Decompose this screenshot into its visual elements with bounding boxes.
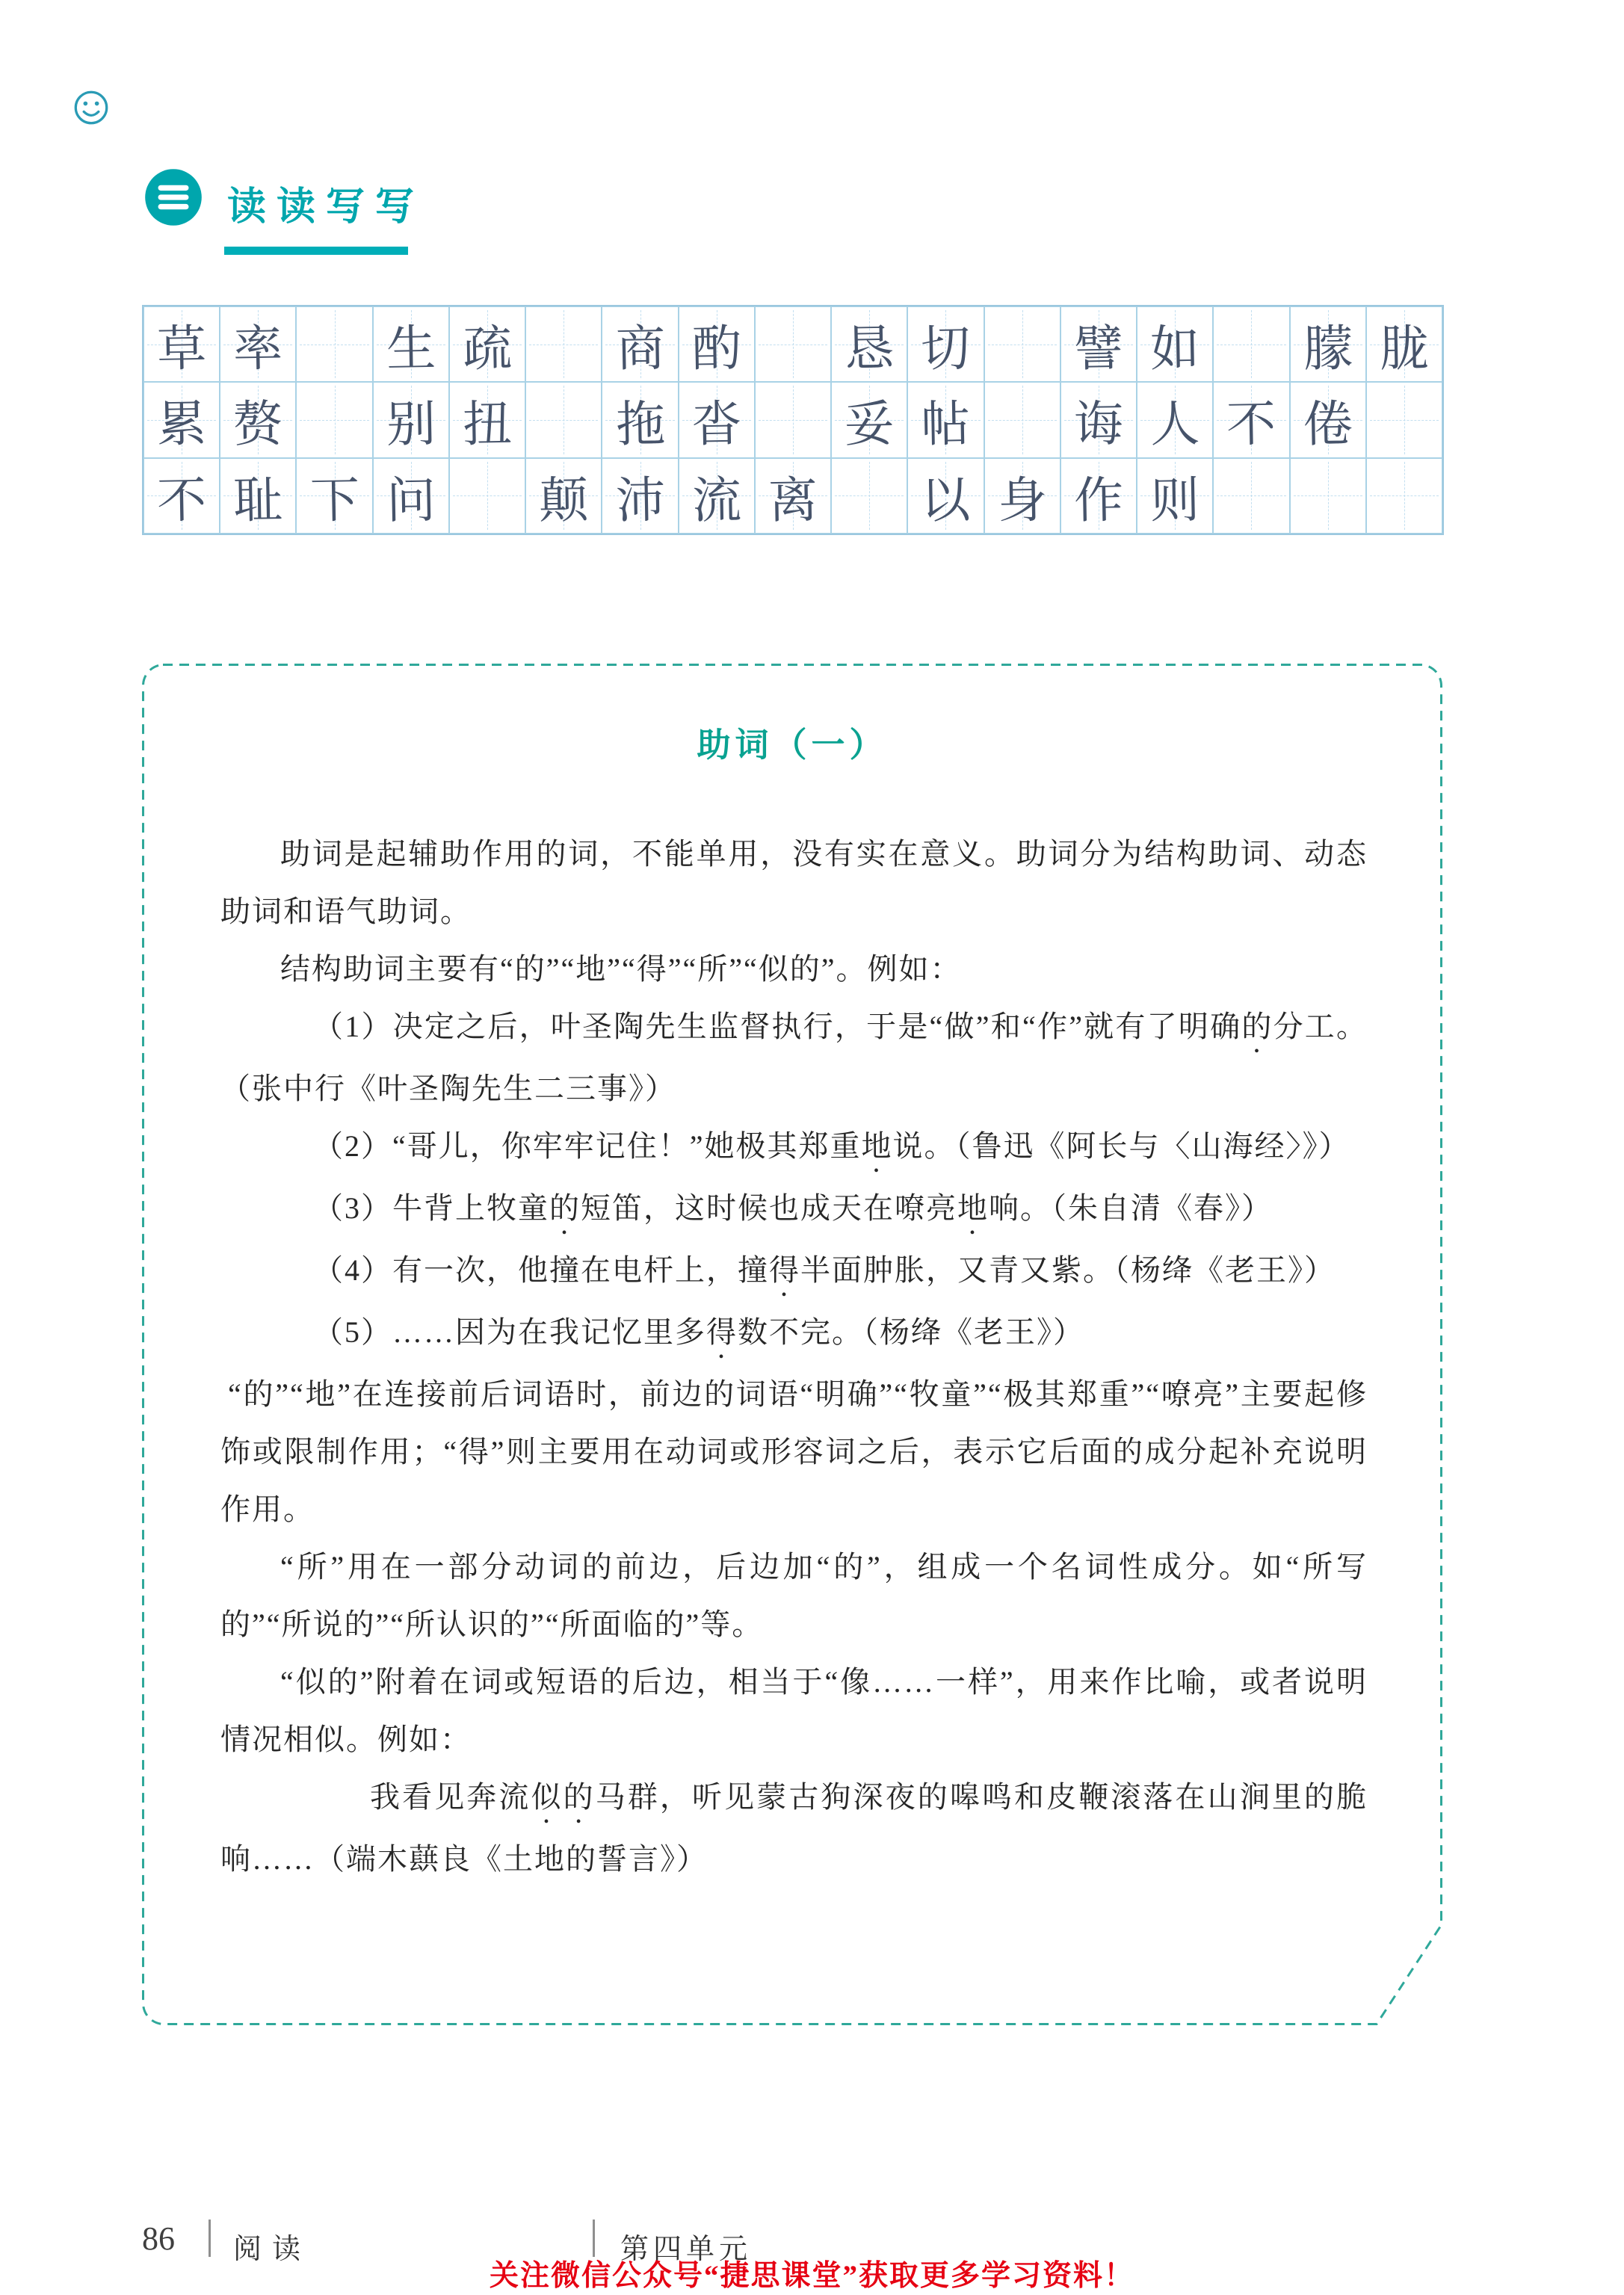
handwritten-character: 则 — [1149, 473, 1200, 529]
grid-cell — [1060, 458, 1137, 534]
handwritten-character: 沓 — [691, 397, 742, 454]
handwritten-character: 下 — [309, 473, 360, 529]
handwritten-character: 不 — [156, 473, 207, 529]
handwritten-character: 以 — [920, 473, 972, 529]
grid-cell — [1213, 306, 1289, 382]
paragraph: “似的”附着在词或短语的后边，相当于“像……一样”，用来作比喻，或者说明情况相似。例如： — [220, 1665, 1368, 1756]
grid-cell — [1213, 382, 1289, 457]
grid-cell — [296, 306, 372, 382]
grid-cell — [1290, 382, 1366, 457]
grid-cell — [679, 382, 755, 457]
grid-cell — [296, 382, 372, 457]
grid-cell — [296, 458, 372, 534]
handwritten-character: 疏 — [462, 321, 513, 377]
grid-cell — [143, 306, 220, 382]
grid-cell — [1290, 458, 1366, 534]
handwritten-character: 流 — [691, 473, 742, 529]
grid-cell — [679, 306, 755, 382]
handwritten-character: 如 — [1149, 321, 1200, 377]
emphasized-character: 地 — [957, 1191, 989, 1225]
grid-cell — [679, 458, 755, 534]
handwritten-character: 扭 — [462, 397, 513, 454]
handwritten-character: 酌 — [691, 321, 742, 377]
handwritten-character: 沛 — [615, 473, 666, 529]
handwritten-character: 率 — [232, 321, 284, 377]
grid-cell — [449, 306, 525, 382]
grid-cell — [525, 458, 602, 534]
handwritten-character: 离 — [768, 473, 818, 529]
grid-cell — [220, 382, 296, 457]
footer-unit-label: 第四单元 — [620, 2234, 753, 2265]
emphasized-character: 的 — [549, 1191, 581, 1225]
grid-cell — [220, 458, 296, 534]
grid-cell — [1366, 382, 1442, 457]
section-title: 读读写写 — [227, 186, 425, 229]
grid-cell — [525, 306, 602, 382]
grid-cell — [831, 382, 907, 457]
handwritten-character: 胧 — [1379, 321, 1430, 377]
handwritten-character: 商 — [615, 321, 666, 377]
grid-cell — [602, 382, 678, 457]
paragraph: （2）“哥儿，你牢牢记住！”她极其郑重地说。（鲁迅《阿长与〈山海经〉》） — [313, 1129, 1350, 1163]
grid-cell — [1137, 382, 1213, 457]
grid-cell — [1137, 306, 1213, 382]
handwritten-character: 拖 — [615, 397, 666, 454]
grid-cell — [373, 382, 449, 457]
grid-cell — [1290, 306, 1366, 382]
handwritten-character: 譬 — [1073, 321, 1124, 377]
grid-cell — [984, 306, 1060, 382]
grid-cell — [1213, 458, 1289, 534]
section-title-underline — [224, 247, 408, 255]
handwritten-character: 妥 — [844, 397, 895, 454]
grid-cell — [907, 458, 984, 534]
grid-cell — [602, 458, 678, 534]
grid-cell — [143, 458, 220, 534]
handwritten-character: 诲 — [1073, 397, 1124, 454]
paragraph: （4）有一次，他撞在电杆上，撞得半面肿胀，又青又紫。（杨绛《老王》） — [313, 1253, 1336, 1287]
grammar-box-title: 助词（一） — [697, 726, 888, 764]
grid-cell — [1060, 306, 1137, 382]
grid-cell — [1366, 306, 1442, 382]
grid-cell — [984, 382, 1060, 457]
paragraph: “的”“地”在连接前后词语时，前边的词语“明确”“牧童”“极其郑重”“嘹亮”主要起修饰或限制作用；“得”则主要用在动词或形容词之后，表示它后面的成分起补充说明作用。 — [220, 1377, 1368, 1526]
handwritten-character: 切 — [920, 321, 972, 377]
paragraph: （3）牛背上牧童的短笛，这时候也成天在嘹亮地响。（朱自清《春》） — [313, 1191, 1273, 1225]
grid-cell — [755, 382, 831, 457]
grid-cell — [907, 382, 984, 457]
grid-cell — [1137, 458, 1213, 534]
grid-cell — [602, 306, 678, 382]
grid-cell — [907, 306, 984, 382]
handwritten-character: 朦 — [1303, 321, 1353, 377]
emphasized-character: 的 — [1241, 1010, 1273, 1043]
grid-cell — [449, 458, 525, 534]
footer-section-label: 阅读 — [233, 2234, 312, 2265]
paragraph: （1）决定之后，叶圣陶先生监督执行，于是“做”和“作”就有了明确的分工。（张中行《叶圣陶先生二三事》） — [220, 1010, 1368, 1105]
handwritten-character: 不 — [1226, 397, 1277, 454]
grammar-paragraphs — [220, 825, 1368, 1888]
handwritten-character: 恳 — [844, 321, 895, 377]
smiley-icon — [73, 90, 109, 126]
handwritten-character: 别 — [386, 397, 436, 454]
writing-grid — [142, 305, 1444, 535]
handwritten-character: 身 — [997, 473, 1048, 529]
grid-cell — [984, 458, 1060, 534]
grid-cell — [220, 306, 296, 382]
emphasized-character: 似 — [531, 1780, 564, 1814]
handwritten-character: 颠 — [538, 473, 590, 529]
list-circle-icon — [142, 166, 205, 229]
grid-cell — [755, 306, 831, 382]
page-number: 86 — [142, 2220, 175, 2257]
handwritten-character: 生 — [386, 321, 436, 377]
promo-text: 关注微信公众号“捷思课堂”获取更多学习资料！ — [489, 2260, 1134, 2292]
paragraph: “所”用在一部分动词的前边，后边加“的”，组成一个名词性成分。如“所写的”“所说的”“所认识的”“所面临的”等。 — [220, 1550, 1368, 1641]
footer-divider — [593, 2220, 595, 2257]
handwritten-character: 倦 — [1303, 397, 1353, 454]
grammar-box — [142, 664, 1442, 2025]
paragraph: 结构助词主要有“的”“地”“得”“所”“似的”。例如： — [280, 952, 962, 986]
grid-cell — [755, 458, 831, 534]
grid-cell — [525, 382, 602, 457]
grid-cell — [143, 382, 220, 457]
handwritten-character: 人 — [1149, 397, 1200, 454]
grid-cell — [373, 458, 449, 534]
handwritten-character: 累 — [156, 397, 207, 454]
handwritten-character: 耻 — [232, 473, 284, 529]
emphasized-character: 得 — [706, 1315, 738, 1349]
handwritten-character: 草 — [156, 321, 207, 377]
emphasized-character: 地 — [861, 1129, 893, 1163]
footer-divider — [209, 2220, 211, 2257]
grid-cell — [831, 306, 907, 382]
emphasized-character: 的 — [563, 1780, 596, 1814]
handwritten-character: 问 — [386, 473, 436, 529]
grid-cell — [1366, 458, 1442, 534]
grid-cell — [1060, 382, 1137, 457]
grid-cell — [449, 382, 525, 457]
grid-cell — [373, 306, 449, 382]
emphasized-character: 得 — [769, 1253, 800, 1287]
grid-cell — [831, 458, 907, 534]
paragraph: 我看见奔流似的马群，听见蒙古狗深夜的嗥鸣和皮鞭滚落在山涧里的脆响……（端木蕻良《土地的誓言》） — [220, 1780, 1368, 1876]
handwritten-character: 赘 — [232, 397, 284, 454]
handwritten-character: 帖 — [920, 397, 972, 454]
paragraph: （5）……因为在我记忆里多得数不完。（杨绛《老王》） — [313, 1315, 1084, 1349]
paragraph: 助词是起辅助作用的词，不能单用，没有实在意义。助词分为结构助词、动态助词和语气助词。 — [220, 837, 1368, 928]
handwritten-character: 作 — [1073, 473, 1124, 529]
